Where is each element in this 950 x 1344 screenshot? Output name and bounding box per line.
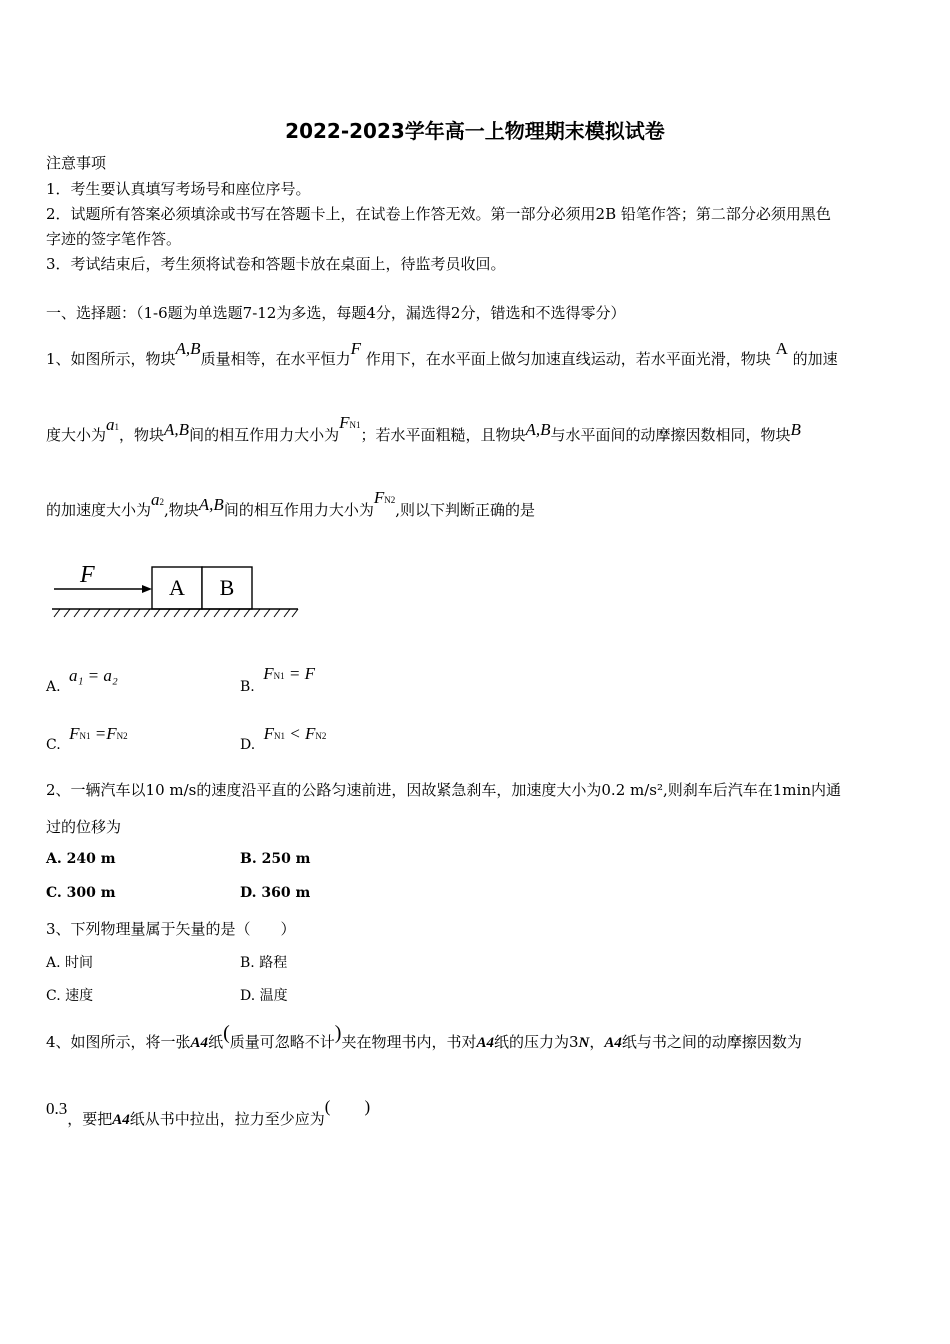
q1-line2: 度大小为a1，物块A,B间的相互作用力大小为FN1；若水平面粗糙，且物块A,B与水平面间的动摩擦因数相同，物块B <box>46 413 801 444</box>
note-1: 1．考生要认真填写考场号和座位序号。 <box>46 180 311 198</box>
ground-hatching <box>54 609 298 617</box>
q1-option-a[interactable]: A. a₁ = a₂ <box>46 666 118 695</box>
section-heading: 一、选择题：（1-6题为单选题7-12为多选，每题4分，漏选得2分，错选和不选得零分） <box>46 304 626 322</box>
note-2: 2．试题所有答案必须填涂或书写在答题卡上，在试卷上作答无效。第一部分必须用2B 铅笔作答；第二部分必须用黑色 <box>46 205 831 223</box>
block-b-label: B <box>219 575 235 600</box>
q2-option-c[interactable]: C. 300 m <box>46 885 116 901</box>
q1-option-b[interactable]: B. FN1 = F <box>240 664 315 695</box>
force-arrow-head <box>142 585 152 593</box>
q2-text: 2、一辆汽车以10 m/s的速度沿平直的公路匀速前进，因故紧急刹车，加速度大小为0.2 m/s²,则刹车后汽车在1min内通 <box>46 781 841 799</box>
notes-heading: 注意事项 <box>46 154 107 172</box>
q3-option-b[interactable]: B. 路程 <box>240 955 288 971</box>
q3-text: 3、下列物理量属于矢量的是（ ） <box>46 920 296 938</box>
q1-option-c[interactable]: C. FN1 =FN2 <box>46 724 128 753</box>
q3-option-c[interactable]: C. 速度 <box>46 988 94 1004</box>
note-3: 3．考试结束后，考生须将试卷和答题卡放在桌面上，待监考员收回。 <box>46 255 506 273</box>
block-a-label: A <box>169 575 185 600</box>
q1-option-d[interactable]: D. FN1 < FN2 <box>240 724 327 753</box>
q2-option-b[interactable]: B. 250 m <box>240 851 311 867</box>
page-title: 2022-2023学年高一上物理期末模拟试卷 <box>285 119 665 143</box>
q3-option-a[interactable]: A. 时间 <box>46 955 94 971</box>
q1-line3: 的加速度大小为a2,物块A,B间的相互作用力大小为FN2,则以下判断正确的是 <box>46 488 536 519</box>
note-2-cont: 字迹的签字笔作答。 <box>46 230 182 248</box>
q4-line1: 4、如图所示，将一张A4纸(质量可忽略不计)夹在物理书内，书对A4纸的压力为3N，A4纸与书之间的动摩擦因数为 <box>46 1022 802 1051</box>
q2-option-a[interactable]: A. 240 m <box>46 851 116 867</box>
force-label: F <box>80 562 95 588</box>
q2-text-cont: 过的位移为 <box>46 818 122 836</box>
q1-figure <box>46 560 306 625</box>
q3-option-d[interactable]: D. 温度 <box>240 988 288 1004</box>
q1-line1: 1、如图所示，物块A,B质量相等，在水平恒力F 作用下，在水平面上做匀加速直线运动，若水平面光滑，物块 A 的加速 <box>46 339 838 368</box>
q2-option-d[interactable]: D. 360 m <box>240 885 311 901</box>
q4-line2: 0.3，要把A4纸从书中拉出，拉力至少应为( ) <box>46 1097 371 1128</box>
